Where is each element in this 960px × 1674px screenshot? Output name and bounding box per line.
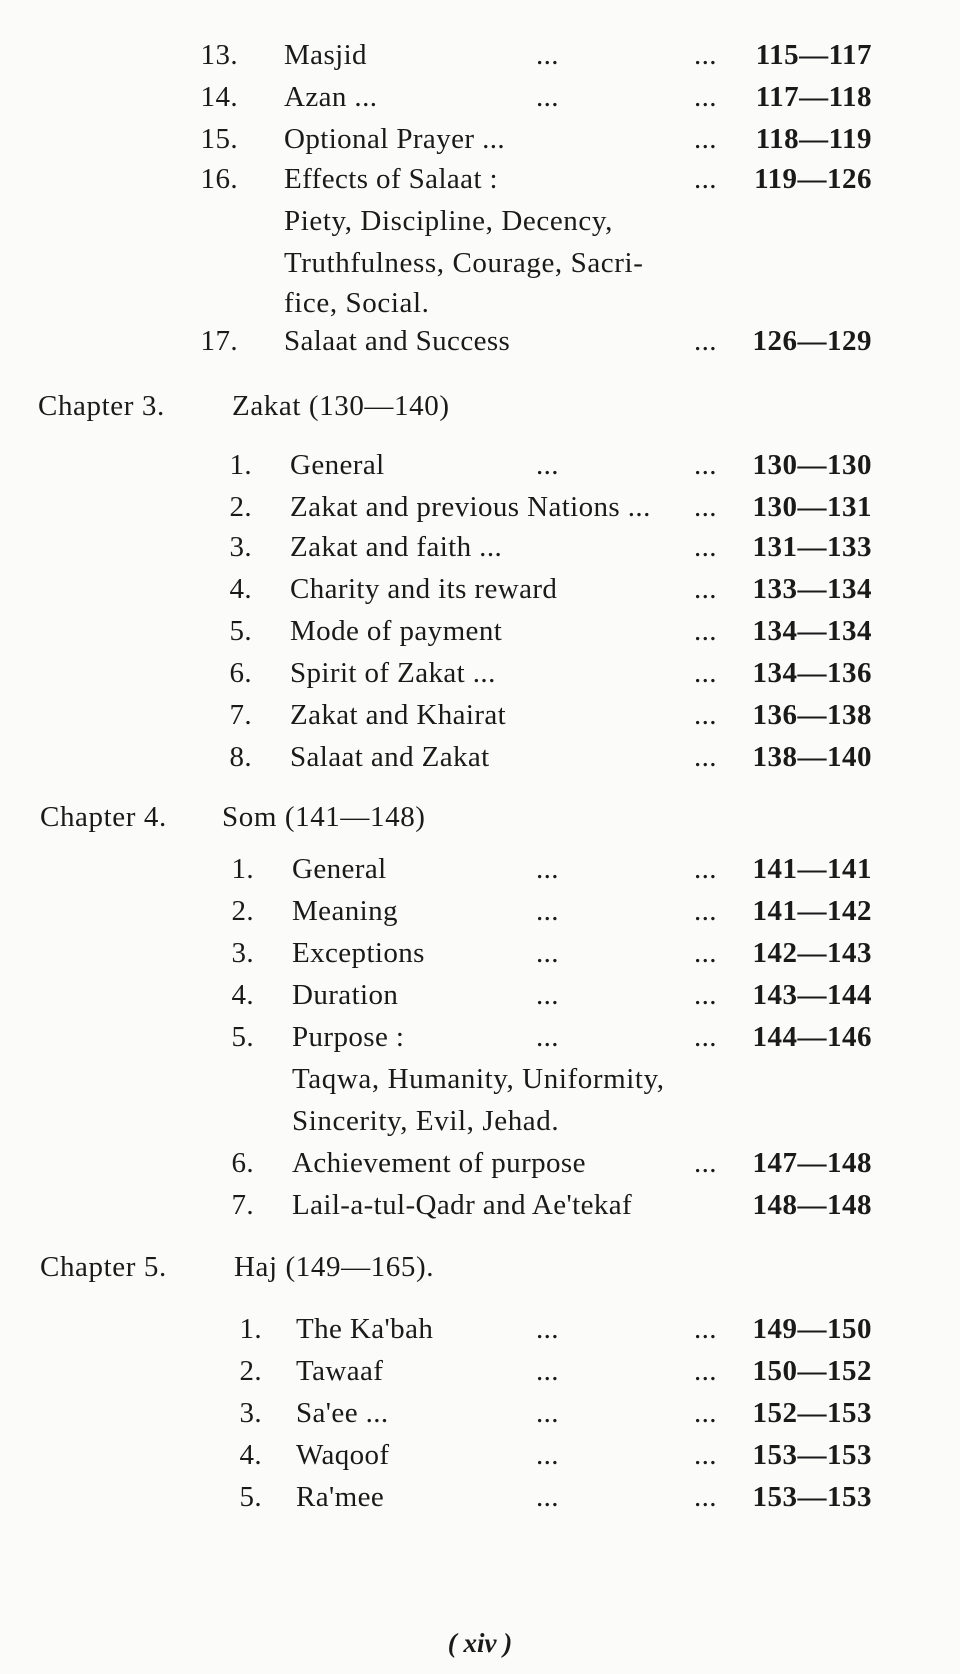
entry-title: Achievement of purpose <box>292 1147 586 1179</box>
entry-number: 5. <box>231 1021 254 1053</box>
page-range: 153—153 <box>752 1439 872 1471</box>
toc-entry <box>0 1020 960 1054</box>
entry-title: Exceptions <box>292 937 425 969</box>
page-range: 148—148 <box>752 1189 872 1221</box>
leader-dots: ... <box>694 937 717 969</box>
page-range: 134—136 <box>752 657 872 689</box>
page-range: 115—117 <box>755 39 872 71</box>
chapter-label: Chapter 5. <box>40 1251 167 1283</box>
entry-title: Tawaaf <box>296 1355 384 1387</box>
entry-title: Sa'ee ... <box>296 1397 389 1429</box>
toc-entry <box>0 614 960 648</box>
page-range: 147—148 <box>752 1147 872 1179</box>
page-range: 131—133 <box>752 531 872 563</box>
leader-dots: ... <box>694 491 717 523</box>
toc-entry <box>0 740 960 774</box>
toc-entry <box>0 936 960 970</box>
toc-entry <box>0 1480 960 1514</box>
entry-number: 6. <box>229 657 252 689</box>
leader-dots: ... <box>694 979 717 1011</box>
entry-number: 15. <box>200 123 238 155</box>
toc-entry <box>0 490 960 524</box>
entry-title: Masjid <box>284 39 367 71</box>
toc-entry <box>0 122 960 156</box>
toc-entry <box>0 656 960 690</box>
entry-title: Purpose : <box>292 1021 405 1053</box>
leader-dots: ... <box>536 1021 559 1053</box>
page-range: 130—131 <box>752 491 872 523</box>
chapter-label: Chapter 4. <box>40 801 167 833</box>
toc-entry <box>0 698 960 732</box>
toc-entry <box>0 978 960 1012</box>
leader-dots: ... <box>536 1397 559 1429</box>
entry-number: 4. <box>231 979 254 1011</box>
chapter-heading <box>0 1250 960 1284</box>
entry-number: 3. <box>231 937 254 969</box>
leader-dots: ... <box>694 1439 717 1471</box>
entry-number: 7. <box>229 699 252 731</box>
page-range: 133—134 <box>752 573 872 605</box>
leader-dots: ... <box>694 699 717 731</box>
leader-dots: ... <box>694 1481 717 1513</box>
toc-entry <box>0 324 960 358</box>
entry-title: Salaat and Success <box>284 325 511 357</box>
toc-entry <box>0 852 960 886</box>
entry-subtopics: Taqwa, Humanity, Uniformity, <box>292 1063 665 1095</box>
leader-dots: ... <box>694 615 717 647</box>
leader-dots: ... <box>536 1355 559 1387</box>
toc-entry <box>0 448 960 482</box>
entry-title: Salaat and Zakat <box>290 741 490 773</box>
entry-number: 2. <box>229 491 252 523</box>
leader-dots: ... <box>694 39 717 71</box>
entry-title: Charity and its reward <box>290 573 558 605</box>
page-range: 136—138 <box>752 699 872 731</box>
leader-dots: ... <box>694 573 717 605</box>
entry-title: Mode of payment <box>290 615 503 647</box>
chapter-heading <box>0 800 960 834</box>
entry-subtopics: Sincerity, Evil, Jehad. <box>292 1105 560 1137</box>
entry-number: 1. <box>239 1313 262 1345</box>
page-number: ( xiv ) <box>447 1628 513 1658</box>
page-range: 126—129 <box>752 325 872 357</box>
chapter-title: Zakat (130—140) <box>232 390 450 422</box>
page-range: 143—144 <box>752 979 872 1011</box>
entry-title: Zakat and previous Nations ... <box>290 491 651 523</box>
leader-dots: ... <box>694 1397 717 1429</box>
leader-dots: ... <box>536 1439 559 1471</box>
leader-dots: ... <box>694 1313 717 1345</box>
entry-title: Lail-a-tul-Qadr and Ae'tekaf <box>292 1189 633 1221</box>
page-range: 118—119 <box>755 123 872 155</box>
chapter-label: Chapter 3. <box>38 390 165 422</box>
leader-dots: ... <box>694 1355 717 1387</box>
toc-entry <box>0 1396 960 1430</box>
entry-title: General <box>292 853 387 885</box>
leader-dots: ... <box>694 81 717 113</box>
toc-entry <box>0 80 960 114</box>
chapter-title: Haj (149—165). <box>234 1251 435 1283</box>
leader-dots: ... <box>536 1481 559 1513</box>
leader-dots: ... <box>694 895 717 927</box>
page-range: 134—134 <box>752 615 872 647</box>
entry-title: Effects of Salaat : <box>284 163 499 195</box>
entry-number: 2. <box>231 895 254 927</box>
entry-number: 2. <box>239 1355 262 1387</box>
entry-number: 1. <box>229 449 252 481</box>
page-range: 141—142 <box>752 895 872 927</box>
entry-number: 3. <box>239 1397 262 1429</box>
entry-title: Azan ... <box>284 81 378 113</box>
entry-number: 13. <box>200 39 238 71</box>
leader-dots: ... <box>694 123 717 155</box>
toc-entry <box>0 1146 960 1180</box>
entry-number: 16. <box>200 163 238 195</box>
page-range: 144—146 <box>752 1021 872 1053</box>
entry-number: 8. <box>229 741 252 773</box>
leader-dots: ... <box>536 81 559 113</box>
leader-dots: ... <box>536 449 559 481</box>
entry-title: Optional Prayer ... <box>284 123 506 155</box>
leader-dots: ... <box>536 1313 559 1345</box>
entry-number: 4. <box>229 573 252 605</box>
toc-entry <box>0 162 960 196</box>
entry-subtopics: fice, Social. <box>284 287 430 319</box>
entry-subtopics: Truthfulness, Courage, Sacri- <box>284 247 644 279</box>
page-range: 119—126 <box>754 163 872 195</box>
entry-number: 4. <box>239 1439 262 1471</box>
page-range: 138—140 <box>752 741 872 773</box>
page-range: 152—153 <box>752 1397 872 1429</box>
leader-dots: ... <box>536 895 559 927</box>
leader-dots: ... <box>536 39 559 71</box>
toc-entry <box>0 1188 960 1222</box>
entry-number: 5. <box>229 615 252 647</box>
toc-entry <box>0 1438 960 1472</box>
leader-dots: ... <box>694 163 717 195</box>
entry-number: 17. <box>200 325 238 357</box>
entry-title: Spirit of Zakat ... <box>290 657 496 689</box>
leader-dots: ... <box>536 853 559 885</box>
toc-entry <box>0 38 960 72</box>
entry-number: 3. <box>229 531 252 563</box>
page-range: 149—150 <box>752 1313 872 1345</box>
entry-number: 7. <box>231 1189 254 1221</box>
entry-title: Zakat and Khairat <box>290 699 507 731</box>
entry-title: Duration <box>292 979 399 1011</box>
page-range: 153—153 <box>752 1481 872 1513</box>
page-range: 117—118 <box>755 81 872 113</box>
leader-dots: ... <box>536 937 559 969</box>
toc-entry <box>0 894 960 928</box>
leader-dots: ... <box>694 1021 717 1053</box>
leader-dots: ... <box>694 657 717 689</box>
leader-dots: ... <box>536 979 559 1011</box>
entry-title: Zakat and faith ... <box>290 531 503 563</box>
chapter-title: Som (141—148) <box>222 801 426 833</box>
toc-entry <box>0 1354 960 1388</box>
page-range: 142—143 <box>752 937 872 969</box>
leader-dots: ... <box>694 1147 717 1179</box>
entry-title: General <box>290 449 385 481</box>
entry-title: Ra'mee <box>296 1481 385 1513</box>
entry-number: 14. <box>200 81 238 113</box>
entry-subtopics: Piety, Discipline, Decency, <box>284 205 613 237</box>
entry-number: 1. <box>231 853 254 885</box>
leader-dots: ... <box>694 325 717 357</box>
leader-dots: ... <box>694 853 717 885</box>
leader-dots: ... <box>694 449 717 481</box>
entry-title: Waqoof <box>296 1439 390 1471</box>
leader-dots: ... <box>694 531 717 563</box>
entry-number: 6. <box>231 1147 254 1179</box>
page-range: 130—130 <box>752 449 872 481</box>
page-range: 150—152 <box>752 1355 872 1387</box>
chapter-heading <box>0 389 960 423</box>
page-range: 141—141 <box>752 853 872 885</box>
entry-title: Meaning <box>292 895 398 927</box>
toc-entry <box>0 530 960 564</box>
entry-title: The Ka'bah <box>296 1313 434 1345</box>
entry-number: 5. <box>239 1481 262 1513</box>
toc-entry <box>0 1312 960 1346</box>
toc-entry <box>0 572 960 606</box>
leader-dots: ... <box>694 741 717 773</box>
